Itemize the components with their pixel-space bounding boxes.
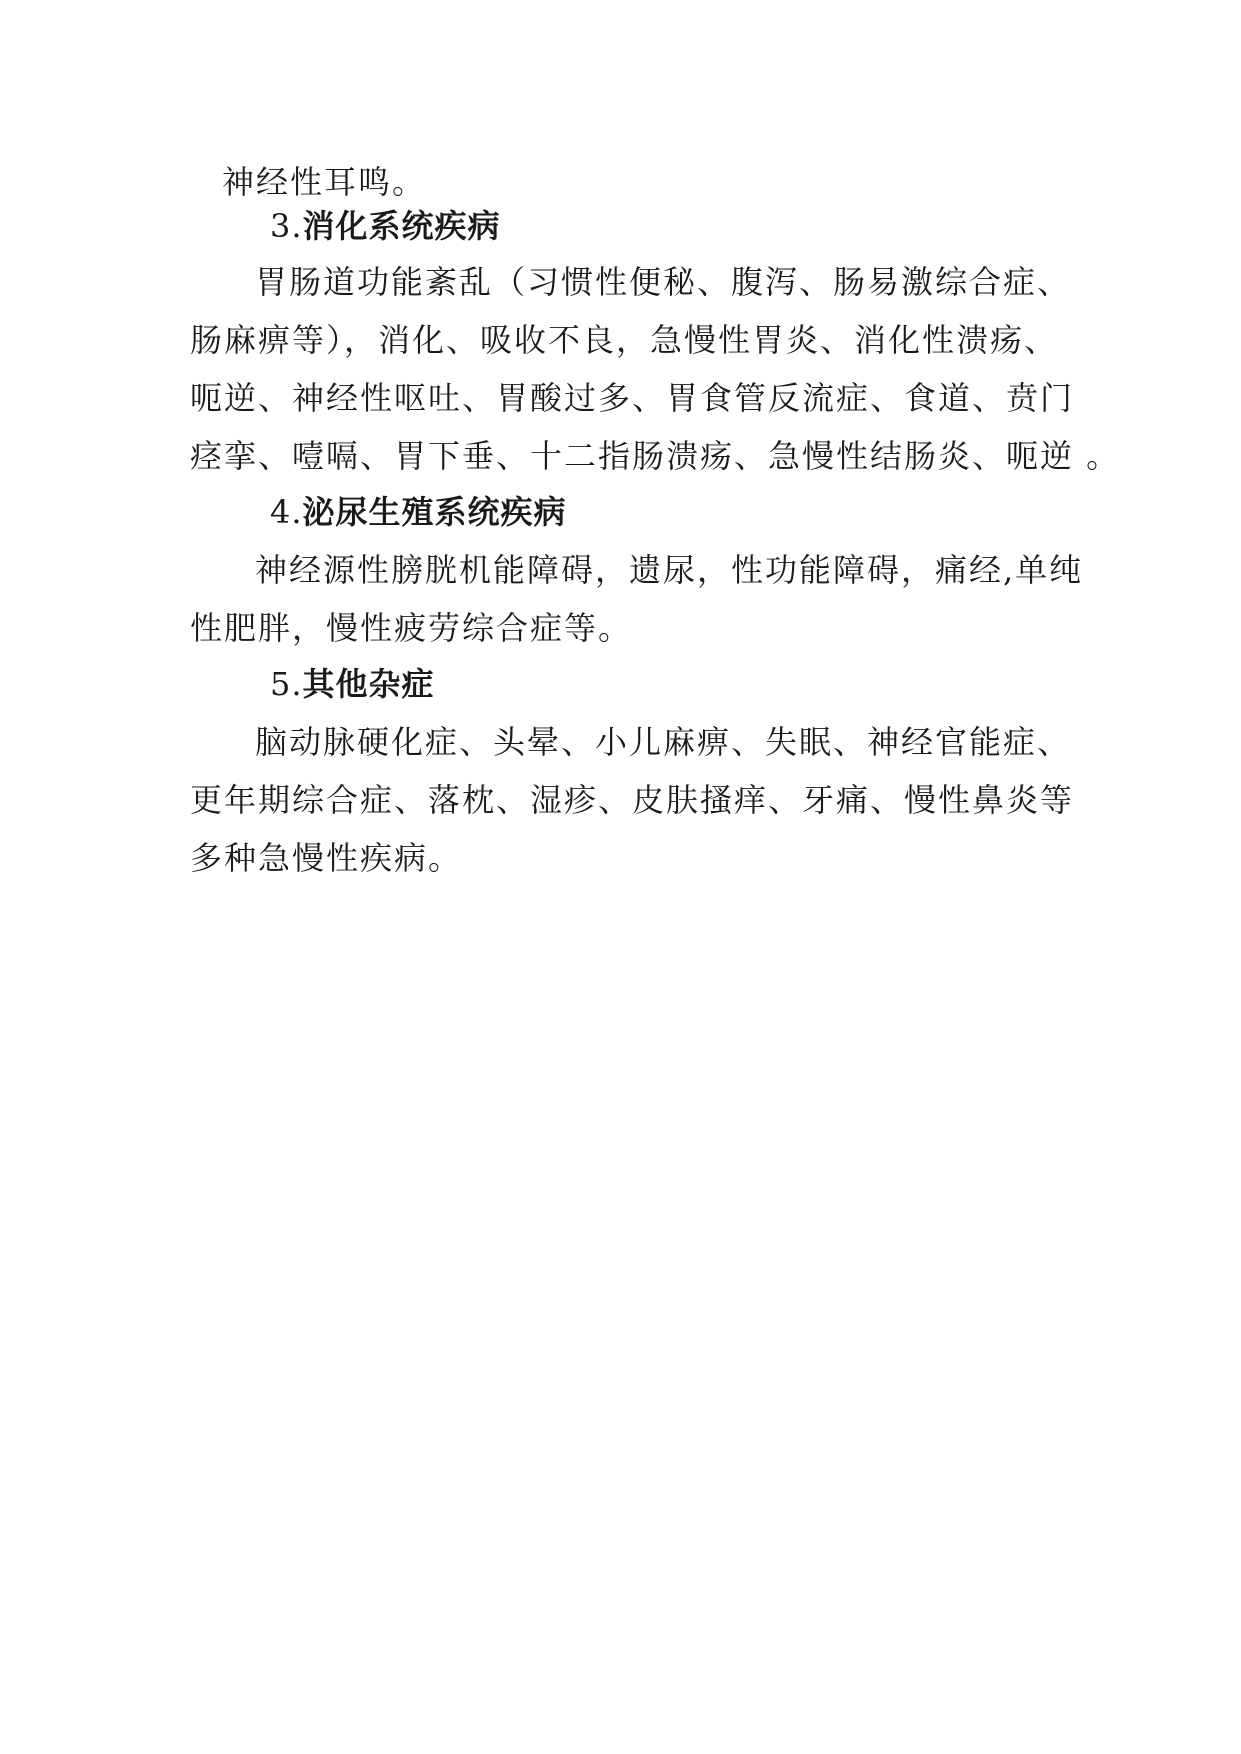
text-line: 多种急慢性疾病。 [190, 839, 463, 877]
text-line: 肠麻痹等），消化、吸收不良，急慢性胃炎、消化性溃疡、 [190, 321, 1059, 359]
text-line: 呃逆、神经性呕吐、胃酸过多、胃食管反流症、食道、贲门 [190, 379, 1075, 417]
text-line: 脑动脉硬化症、头晕、小儿麻痹、失眠、神经官能症、 [255, 723, 1072, 761]
text-line: 胃肠道功能紊乱（习惯性便秘、腹泻、肠易激综合症、 [255, 263, 1072, 301]
section-number: 4. [270, 493, 303, 531]
section-heading [270, 492, 567, 532]
section-title: 其他杂症 [302, 665, 435, 703]
text-line: 痉挛、噎嗝、胃下垂、十二指肠溃疡、急慢性结肠炎、呃逆 。 [190, 437, 1121, 475]
section-title: 泌尿生殖系统疾病 [302, 493, 567, 531]
text-line: 神经源性膀胱机能障碍，遗尿，性功能障碍，痛经,单纯 [255, 551, 1084, 589]
section-heading [270, 664, 435, 704]
section-heading [270, 206, 501, 246]
section-number: 5. [270, 665, 303, 703]
text-line: 神经性耳鸣。 [222, 163, 427, 201]
section-number: 3. [270, 207, 303, 245]
section-title: 消化系统疾病 [302, 207, 501, 245]
text-line: 性肥胖，慢性疲劳综合症等。 [190, 609, 633, 647]
text-line: 更年期综合症、落枕、湿疹、皮肤搔痒、牙痛、慢性鼻炎等 [190, 781, 1075, 819]
